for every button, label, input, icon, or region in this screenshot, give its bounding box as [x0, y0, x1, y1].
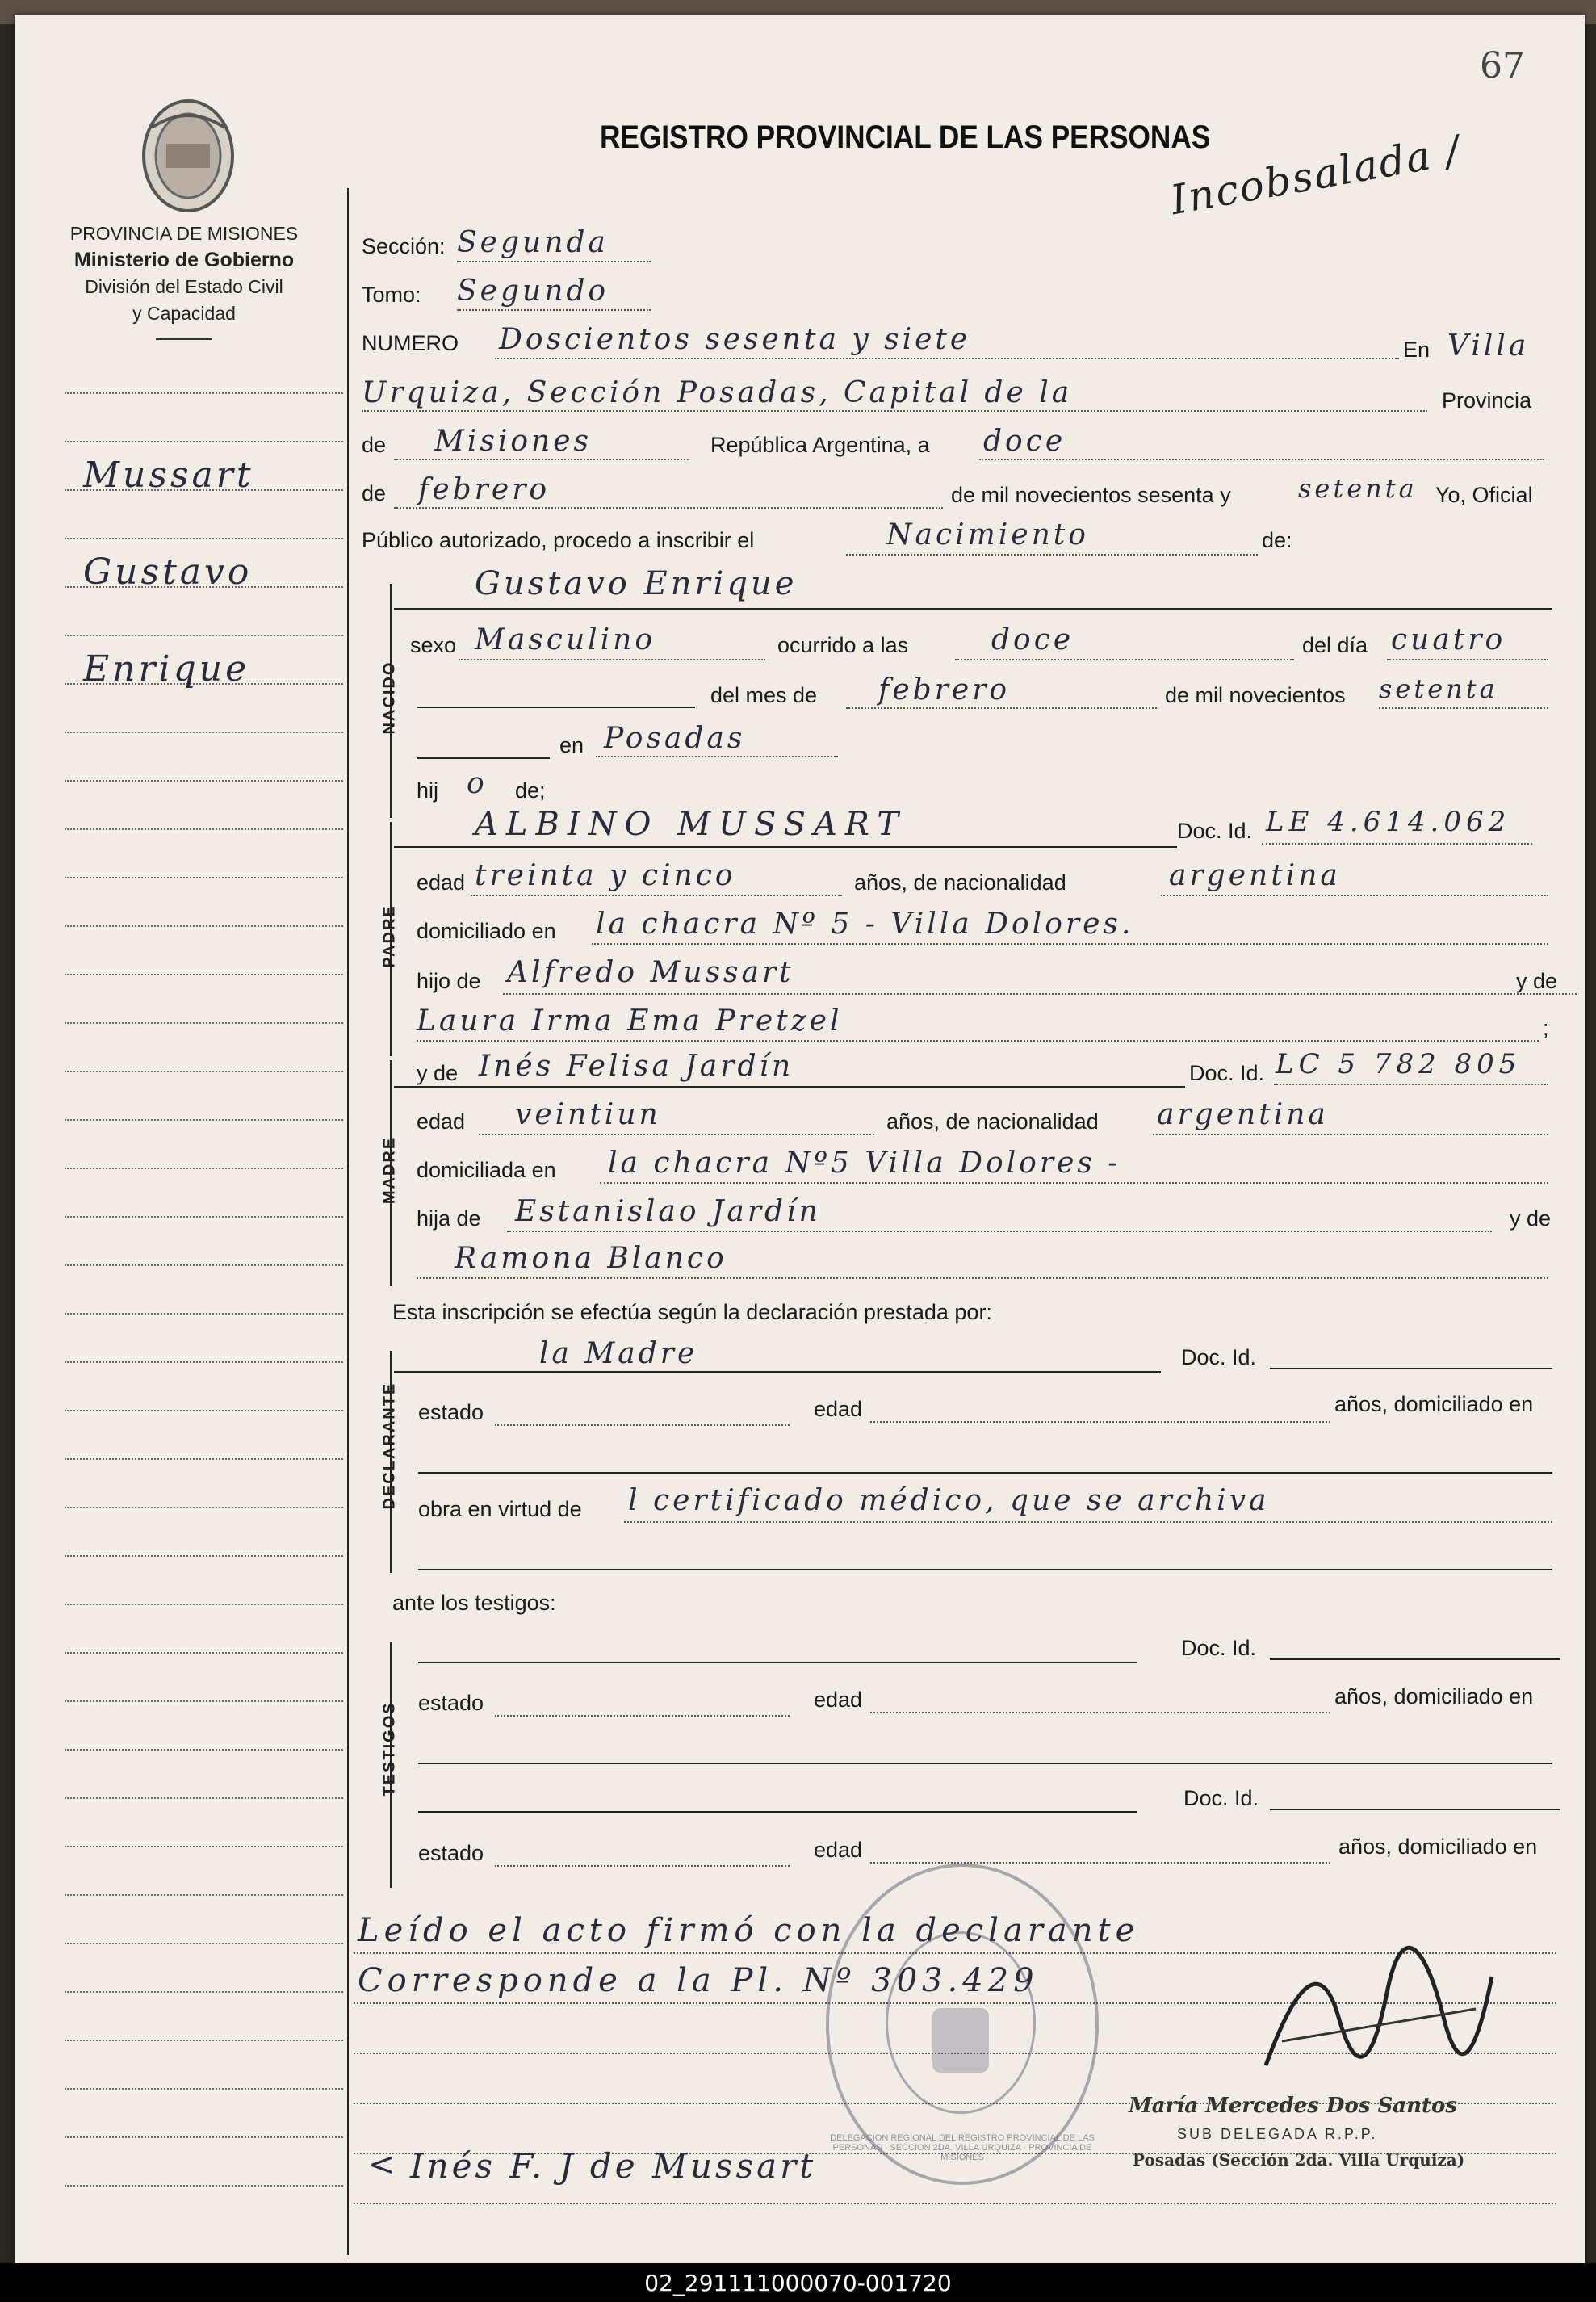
margin-ruled-line [65, 1022, 343, 1024]
margin-ruled-line [65, 1749, 343, 1751]
dotted-line [362, 410, 1427, 412]
dotted-line [1379, 707, 1548, 709]
margin-ruled-line [65, 925, 343, 927]
madre-nac-value: argentina [1157, 1098, 1329, 1131]
hij-de-label: de; [515, 778, 546, 803]
dotted-line [495, 1865, 790, 1867]
declarante-obra-value: l certificado médico, que se archiva [628, 1484, 1270, 1517]
underline [418, 1569, 1552, 1570]
publico-label: Público autorizado, procedo a inscribir el [362, 528, 755, 552]
official-name: María Mercedes Dos Santos [1129, 2094, 1457, 2118]
margin-ruled-line [65, 732, 343, 733]
dotted-line [979, 459, 1544, 460]
padre-yde-label: y de [1516, 969, 1558, 993]
margin-ruled-line [65, 1604, 343, 1605]
dotted-line [1153, 1134, 1548, 1135]
underline [1270, 1368, 1552, 1369]
provincia-label: Provincia [1442, 388, 1532, 413]
margin-ruled-line [65, 2088, 343, 2090]
margin-ruled-line [65, 2185, 343, 2187]
margin-ruled-line [65, 1410, 343, 1411]
de2-label: de [362, 481, 387, 505]
nacido-name: Gustavo Enrique [475, 565, 798, 602]
margin-ruled-line [65, 441, 343, 442]
dotted-line [1161, 895, 1548, 896]
closing-line-2: Corresponde a la Pl. Nº 303.429 [358, 1962, 1039, 1999]
dotted-line [846, 554, 1258, 556]
page-number: 67 [1480, 45, 1525, 86]
margin-ruled-line [65, 1458, 343, 1460]
underline [417, 707, 695, 708]
dotted-line [394, 507, 943, 509]
padre-side-label: PADRE [380, 904, 399, 968]
margin-ruled-line [65, 1797, 343, 1799]
madre-yde2-label: y de [1510, 1206, 1552, 1231]
document-page [15, 15, 1585, 2263]
dotted-line [600, 1182, 1548, 1184]
margin-ruled-line [65, 1264, 343, 1266]
madre-nac-label: años, de nacionalidad [886, 1109, 1099, 1134]
dia-value: doce [983, 425, 1066, 458]
margin-ruled-line [65, 1943, 343, 1944]
dotted-line [417, 1040, 1539, 1042]
mes-nac-value: febrero [878, 673, 1011, 707]
dotted-line [503, 993, 1577, 995]
padre-dom-value: la chacra Nº 5 - Villa Dolores. [596, 908, 1134, 941]
margin-ruled-line [65, 1071, 343, 1072]
underline [1270, 1809, 1560, 1810]
ministry-line-3: División del Estado Civil [85, 276, 283, 297]
ocurrido-label: ocurrido a las [777, 633, 909, 657]
seal-text: DELEGACION REGIONAL DEL REGISTRO PROVINCIAL DE LAS PERSONAS · SECCION 2DA. VILLA URQUIZA · PROVINCIA DE MISIONES [830, 2133, 1095, 2162]
en-value: Villa [1447, 329, 1530, 363]
official-seal [826, 1864, 1099, 2185]
ministry-line-2: Ministerio de Gobierno [73, 249, 295, 271]
dotted-line [870, 1421, 1330, 1423]
padre-nac-label: años, de nacionalidad [854, 870, 1066, 895]
numero-value: Doscientos sesenta y siete [499, 323, 971, 356]
dotted-line [471, 895, 842, 896]
mil-label: de mil novecientos sesenta y [951, 483, 1231, 507]
handwritten-annotation: Incobsalada / [1167, 126, 1465, 224]
declarante-estado-label: estado [418, 1400, 484, 1424]
dotted-line [495, 1424, 790, 1426]
dotted-line [1387, 659, 1548, 660]
declarante-obra-label: obra en virtud de [418, 1497, 582, 1521]
underline [394, 1086, 1185, 1088]
hij-value: o [467, 767, 488, 800]
tomo-label: Tomo: [362, 283, 421, 307]
dotted-line [1262, 843, 1532, 845]
padre-edad-value: treinta y cinco [475, 859, 736, 892]
margin-ruled-line [65, 1652, 343, 1654]
dotted-line [592, 943, 1548, 945]
margin-ruled-line [65, 1168, 343, 1169]
margin-ruled-line [65, 2040, 343, 2041]
mil-nac-label: de mil novecientos [1165, 683, 1346, 707]
margin-name-1: Gustavo [83, 551, 253, 593]
deldia-label: del día [1302, 633, 1368, 657]
padre-doc-value: LE 4.614.062 [1266, 806, 1511, 838]
underline [418, 1472, 1552, 1474]
margin-ruled-line [65, 1991, 343, 1993]
margin-ruled-line [65, 392, 343, 394]
dotted-line [394, 459, 689, 460]
madre-hija-value: Estanislao Jardín [515, 1195, 821, 1228]
dotted-line [870, 1862, 1330, 1864]
dotted-line [457, 309, 651, 311]
margin-ruled-line [65, 1119, 343, 1121]
margin-ruled-line [65, 780, 343, 782]
underline [1270, 1658, 1560, 1660]
testigo2-doc-label: Doc. Id. [1183, 1786, 1259, 1810]
en-label: En [1403, 338, 1431, 362]
padre-nac-value: argentina [1169, 859, 1341, 892]
underline [394, 608, 1552, 610]
dotted-line [495, 1715, 790, 1717]
semicolon: ; [1543, 1016, 1549, 1040]
seccion-label: Sección: [362, 234, 446, 258]
madre-doc-value: LC 5 782 805 [1276, 1048, 1522, 1080]
dotted-line [1274, 1084, 1548, 1085]
image-caption: 02_291111000070-001720 [0, 2263, 1596, 2302]
testigo1-dom-label: años, domiciliado en [1334, 1684, 1534, 1709]
anio-nac-value: setenta [1379, 673, 1498, 704]
coat-of-arms-icon [136, 95, 241, 216]
dotted-line [495, 358, 1399, 359]
madre-doc-label: Doc. Id. [1189, 1061, 1265, 1085]
underline [417, 757, 550, 759]
padre-hijo-value: Alfredo Mussart [507, 956, 794, 989]
underline [418, 1811, 1137, 1813]
margin-ruled-line [65, 877, 343, 878]
declarante-name: la Madre [539, 1337, 698, 1370]
madre-dom-label: domiciliada en [417, 1158, 556, 1182]
underline [418, 1662, 1137, 1663]
anio-value: setenta [1298, 473, 1418, 504]
nacido-side-label: NACIDO [380, 660, 399, 735]
ministry-line-4: y Capacidad [132, 303, 236, 324]
madre-edad-label: edad [417, 1109, 466, 1134]
underline [394, 846, 1177, 848]
acto-value: Nacimiento [886, 518, 1089, 551]
margin-ruled-line [65, 1700, 343, 1702]
seccion-value: Segunda [457, 226, 609, 259]
testigo2-estado-label: estado [418, 1841, 484, 1865]
closing-mark: < [368, 2146, 399, 2183]
margin-ruled-line [65, 635, 343, 636]
de3-label: de: [1262, 528, 1292, 552]
padre-madre-value: Laura Irma Ema Pretzel [417, 1004, 843, 1038]
official-signature [1250, 1944, 1508, 2090]
divider [156, 338, 212, 340]
padre-doc-label: Doc. Id. [1177, 819, 1253, 843]
declarante-edad-label: edad [814, 1397, 863, 1421]
de-label: de [362, 433, 387, 457]
page-title: REGISTRO PROVINCIAL DE LAS PERSONAS [600, 120, 1211, 155]
padre-hijo-label: hijo de [417, 969, 481, 993]
margin-ruled-line [65, 1313, 343, 1315]
underline [394, 1371, 1161, 1373]
madre-hija-label: hija de [417, 1206, 481, 1231]
margin-ruled-line [65, 1216, 343, 1218]
margin-ruled-line [65, 2136, 343, 2138]
madre-side-label: MADRE [380, 1136, 399, 1205]
madre-madre-value: Ramona Blanco [455, 1242, 727, 1275]
delmes-label: del mes de [710, 683, 818, 707]
dotted-line [955, 659, 1294, 660]
dotted-line [507, 1231, 1492, 1232]
declarante-doc-label: Doc. Id. [1181, 1345, 1257, 1369]
margin-name-2: Enrique [83, 648, 250, 690]
provincia-value: Misiones [434, 425, 593, 458]
testigo2-edad-label: edad [814, 1838, 863, 1862]
declarante-signature: Inés F. J de Mussart [410, 2146, 817, 2186]
testigo1-edad-label: edad [814, 1688, 863, 1712]
margin-ruled-line [65, 974, 343, 975]
padre-edad-label: edad [417, 870, 466, 895]
hij-label: hij [417, 778, 439, 803]
closing-line-1: Leído el acto firmó con la declarante [358, 1912, 1140, 1949]
padre-dom-label: domiciliado en [417, 919, 556, 943]
margin-ruled-line [65, 1894, 343, 1896]
hora-value: doce [991, 623, 1074, 656]
official-place: Posadas (Sección 2da. Villa Urquiza) [1133, 2150, 1465, 2170]
margin-surname: Mussart [83, 455, 254, 496]
dia-nac-value: cuatro [1391, 623, 1506, 656]
ministry-block [39, 220, 329, 340]
declarante-intro: Esta inscripción se efectúa según la declaración prestada por: [392, 1300, 992, 1324]
en-nac-label: en [559, 733, 584, 757]
testigo2-dom-label: años, domiciliado en [1338, 1834, 1538, 1859]
dotted-line [596, 756, 838, 757]
dotted-line [417, 1277, 1548, 1279]
margin-ruled-line [65, 1507, 343, 1508]
madre-edad-value: veintiun [515, 1098, 661, 1131]
republica-label: República Argentina, a [710, 433, 930, 457]
madre-yde-label: y de [417, 1061, 459, 1085]
padre-name: ALBINO MUSSART [475, 806, 907, 843]
margin-ruled-line [65, 1361, 343, 1363]
dotted-line [624, 1521, 1552, 1523]
sexo-label: sexo [410, 633, 457, 657]
testigos-intro: ante los testigos: [392, 1591, 556, 1615]
mes-value: febrero [418, 473, 551, 506]
dotted-line [457, 261, 651, 262]
dotted-line [479, 1134, 874, 1135]
dotted-line [459, 659, 765, 660]
seal-emblem [932, 2008, 989, 2073]
margin-ruled-line [65, 538, 343, 539]
testigos-side-label: TESTIGOS [380, 1701, 399, 1797]
testigo1-doc-label: Doc. Id. [1181, 1636, 1257, 1660]
madre-dom-value: la chacra Nº5 Villa Dolores - [608, 1147, 1121, 1180]
ministry-line-1: PROVINCIA DE MISIONES [69, 223, 299, 244]
madre-name: Inés Felisa Jardín [479, 1050, 794, 1083]
dotted-line [846, 707, 1157, 709]
dotted-line [354, 2203, 1556, 2204]
declarante-dom-label: años, domiciliado en [1334, 1392, 1534, 1416]
sexo-value: Masculino [475, 623, 656, 656]
testigo1-estado-label: estado [418, 1691, 484, 1715]
tomo-value: Segundo [457, 275, 609, 308]
underline [418, 1763, 1552, 1764]
lugar-value: Posadas [604, 722, 746, 755]
margin-ruled-line [65, 1846, 343, 1847]
margin-ruled-line [65, 1555, 343, 1557]
yo-label: Yo, Oficial [1435, 483, 1533, 507]
place-value: Urquiza, Sección Posadas, Capital de la [362, 376, 1073, 409]
margin-ruled-line [65, 828, 343, 830]
numero-label: NUMERO [362, 331, 459, 355]
margin-divider [347, 188, 349, 2255]
dotted-line [870, 1712, 1330, 1713]
declarante-side-label: DECLARANTE [380, 1382, 399, 1510]
official-title: SUB DELEGADA R.P.P. [1177, 2126, 1378, 2142]
